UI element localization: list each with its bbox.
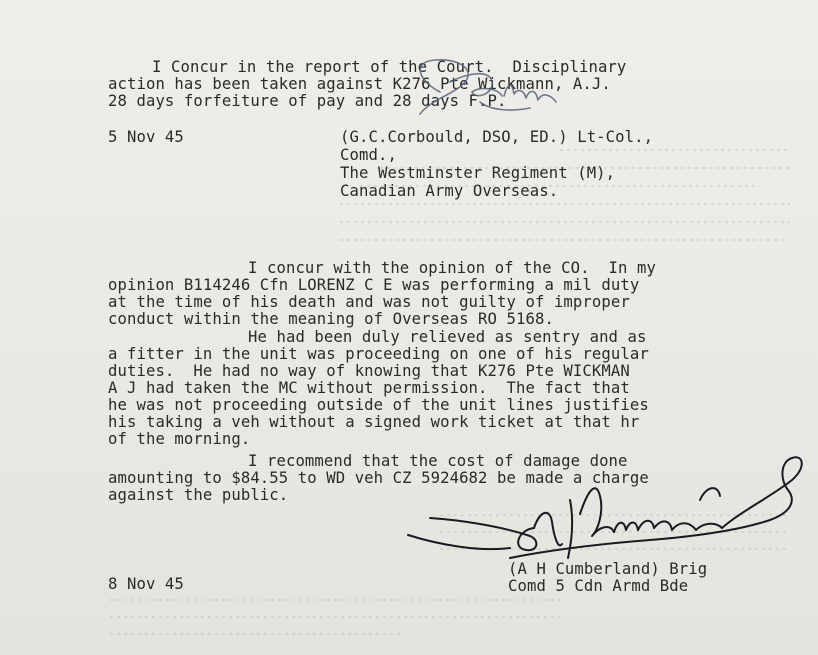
second-date: 8 Nov 45 <box>108 575 184 593</box>
recommend-line-2: amounting to $84.55 to WD veh CZ 5924682 be made a charge <box>108 469 649 487</box>
duty-line-3: duties. He had no way of knowing that K276 Pte WICKMAN <box>108 362 630 380</box>
opinion-line-4: conduct within the meaning of Overseas RO 5168. <box>108 310 554 328</box>
second-title-line: Comd 5 Cdn Armd Bde <box>508 577 689 595</box>
duty-line-2: a fitter in the unit was proceeding on one of his regular <box>108 345 649 363</box>
opinion-line-2: opinion B114246 Cfn LORENZ C E was performing a mil duty <box>108 276 640 294</box>
first-name-line: (G.C.Corbould, DSO, ED.) Lt-Col., <box>340 128 654 146</box>
recommend-line-3: against the public. <box>108 486 289 504</box>
first-title-line: Comd., <box>340 146 397 164</box>
concur-line-3: 28 days forfeiture of pay and 28 days F.P. <box>108 92 507 110</box>
duty-line-7: of the morning. <box>108 430 251 448</box>
concur-line-2: action has been taken against K276 Pte Wickmann, A.J. <box>108 75 611 93</box>
first-date: 5 Nov 45 <box>108 128 184 146</box>
duty-line-5: he was not proceeding outside of the unit lines justifies <box>108 396 649 414</box>
first-unit-line: The Westminster Regiment (M), <box>340 164 616 182</box>
opinion-line-1: I concur with the opinion of the CO. In my <box>248 259 656 277</box>
recommend-line-1: I recommend that the cost of damage done <box>248 452 628 470</box>
opinion-line-3: at the time of his death and was not guilty of improper <box>108 293 630 311</box>
second-name-line: (A H Cumberland) Brig <box>508 560 708 578</box>
duty-line-1: He had been duly relieved as sentry and as <box>248 328 647 346</box>
first-army-line: Canadian Army Overseas. <box>340 182 559 200</box>
duty-line-6: his taking a veh without a signed work ticket at that hr <box>108 413 640 431</box>
concur-line-1: I Concur in the report of the Court. Disciplinary <box>152 58 627 76</box>
duty-line-4: A J had taken the MC without permission. The fact that <box>108 379 630 397</box>
